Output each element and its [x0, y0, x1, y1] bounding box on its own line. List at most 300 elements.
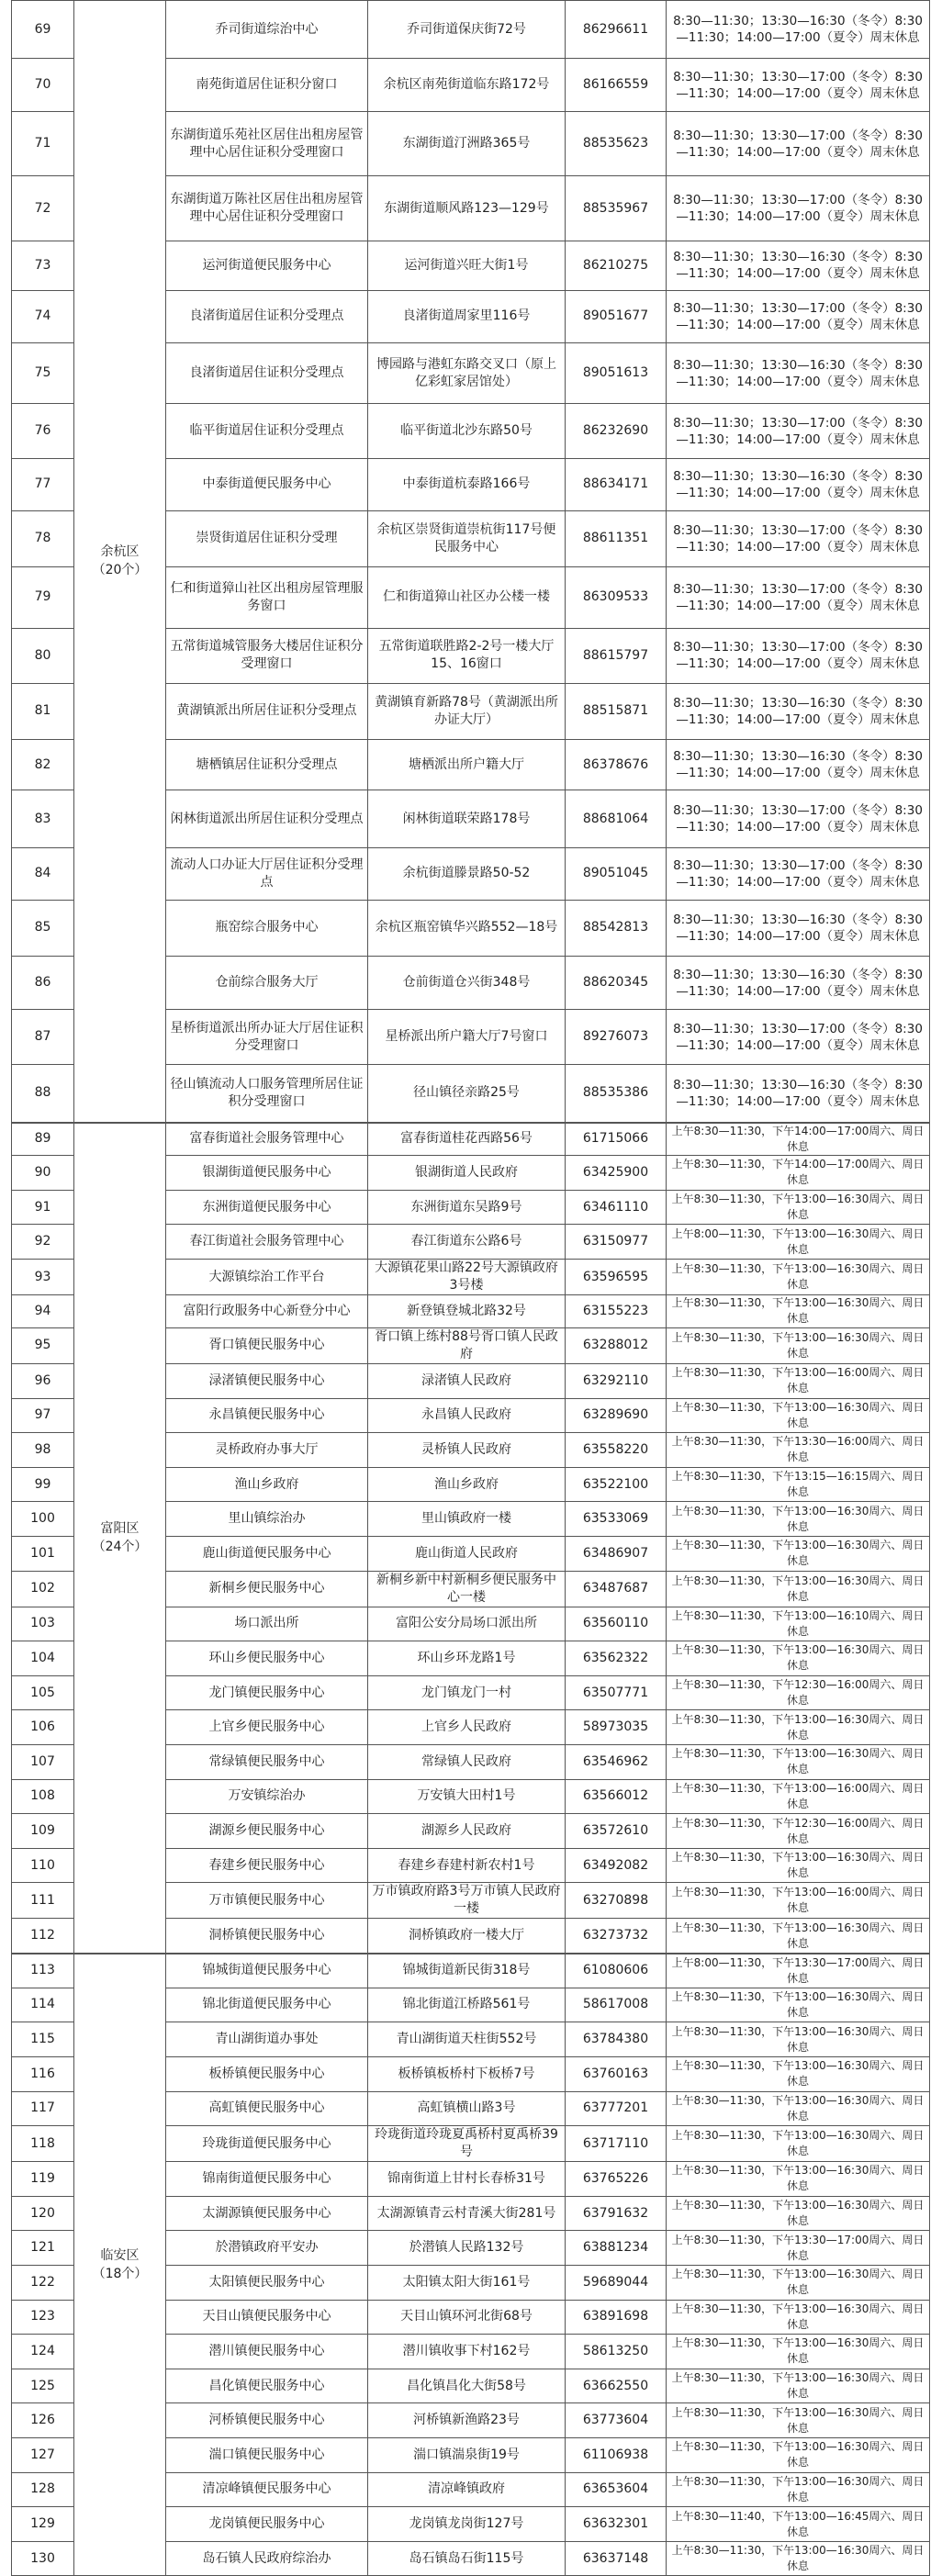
service-point-hours: 上午8:30—11:30，下午13:00—16:30周六、周日休息 [667, 1398, 930, 1433]
row-number: 80 [12, 628, 74, 683]
service-point-name: 岛石镇人民政府综治办 [166, 2541, 368, 2576]
row-number: 93 [12, 1260, 74, 1295]
row-number: 83 [12, 790, 74, 847]
service-point-name: 於潜镇政府平安办 [166, 2231, 368, 2266]
service-point-hours: 上午8:30—11:30，下午13:00—16:30周六、周日休息 [667, 2091, 930, 2126]
row-number: 102 [12, 1571, 74, 1607]
service-point-phone: 63891698 [566, 2300, 667, 2335]
row-number: 125 [12, 2369, 74, 2403]
service-point-hours: 上午8:30—11:30，下午13:00—16:30周六、周日休息 [667, 1190, 930, 1225]
service-point-address: 锦城街道新民街318号 [368, 1954, 566, 1988]
service-point-address: 永昌镇人民政府 [368, 1398, 566, 1433]
service-point-name: 径山镇流动人口服务管理所居住证积分受理窗口 [166, 1065, 368, 1123]
service-point-name: 锦南街道便民服务中心 [166, 2162, 368, 2197]
service-point-hours: 上午8:30—11:30，下午13:00—16:30周六、周日休息 [667, 1848, 930, 1883]
row-number: 84 [12, 848, 74, 900]
service-point-name: 中泰街道便民服务中心 [166, 459, 368, 510]
service-point-address: 常绿镇人民政府 [368, 1745, 566, 1780]
row-number: 112 [12, 1919, 74, 1954]
service-point-hours: 上午8:30—11:30，下午13:00—16:30周六、周日休息 [667, 2196, 930, 2231]
service-point-address: 乔司街道保庆街72号 [368, 1, 566, 59]
service-point-hours: 上午8:30—11:30，下午13:00—16:30周六、周日休息 [667, 2056, 930, 2091]
row-number: 108 [12, 1779, 74, 1814]
row-number: 115 [12, 2022, 74, 2057]
service-point-phone: 89051045 [566, 848, 667, 900]
service-point-phone: 63270898 [566, 1883, 667, 1919]
service-point-hours: 上午8:30—11:30，下午13:00—16:00周六、周日休息 [667, 1779, 930, 1814]
service-point-phone: 86166559 [566, 59, 667, 112]
service-point-address: 天目山镇环河北街68号 [368, 2300, 566, 2335]
service-point-name: 洞桥镇便民服务中心 [166, 1919, 368, 1954]
district-count: （24个） [92, 1540, 148, 1555]
row-number: 106 [12, 1710, 74, 1745]
service-point-address: 鹿山街道人民政府 [368, 1536, 566, 1571]
service-point-address: 黄湖镇育新路78号（黄湖派出所办证大厅） [368, 683, 566, 740]
row-number: 118 [12, 2126, 74, 2162]
service-point-name: 湖源乡便民服务中心 [166, 1814, 368, 1849]
service-point-hours: 8:30—11:30；13:30—17:00（冬令）8:30—11:30；14:00—17:00（夏令）周末休息 [667, 112, 930, 176]
service-point-address: 春江街道东公路6号 [368, 1225, 566, 1260]
service-point-phone: 63596595 [566, 1260, 667, 1295]
service-point-address: 渔山乡政府 [368, 1467, 566, 1502]
service-point-phone: 89051613 [566, 342, 667, 404]
service-point-hours: 上午8:30—11:30，下午13:00—16:30周六、周日休息 [667, 2022, 930, 2057]
service-point-phone: 58617008 [566, 1988, 667, 2022]
row-number: 87 [12, 1010, 74, 1065]
row-number: 126 [12, 2403, 74, 2438]
service-point-hours: 上午8:30—11:40，下午13:00—16:45周六、周日休息 [667, 2507, 930, 2542]
service-point-name: 春江街道社会服务管理中心 [166, 1225, 368, 1260]
service-point-address: 锦北街道江桥路561号 [368, 1988, 566, 2022]
service-point-address: 余杭区崇贤街道崇杭街117号便民服务中心 [368, 510, 566, 567]
service-point-address: 富阳公安分局场口派出所 [368, 1607, 566, 1641]
service-point-address: 闲林街道联荣路178号 [368, 790, 566, 847]
service-point-hours: 上午8:30—11:30，下午13:00—16:30周六、周日休息 [667, 2265, 930, 2300]
service-point-name: 太阳镇便民服务中心 [166, 2265, 368, 2300]
service-point-address: 富春街道桂花西路56号 [368, 1123, 566, 1156]
service-point-hours: 上午8:30—11:30，下午13:00—16:30周六、周日休息 [667, 1710, 930, 1745]
service-point-address: 运河街道兴旺大街1号 [368, 241, 566, 291]
service-point-name: 春建乡便民服务中心 [166, 1848, 368, 1883]
service-point-name: 崇贤街道居住证积分受理 [166, 510, 368, 567]
row-number: 124 [12, 2335, 74, 2369]
service-point-name: 锦城街道便民服务中心 [166, 1954, 368, 1988]
service-point-phone: 63572610 [566, 1814, 667, 1849]
row-number: 104 [12, 1641, 74, 1676]
table-row [12, 1123, 930, 1156]
service-point-phone: 63632301 [566, 2507, 667, 2542]
service-point-hours: 上午8:30—11:30，下午13:00—16:30周六、周日休息 [667, 2472, 930, 2507]
service-point-name: 潜川镇便民服务中心 [166, 2335, 368, 2369]
service-point-name: 板桥镇便民服务中心 [166, 2056, 368, 2091]
service-point-address: 中泰街道杭泰路166号 [368, 459, 566, 510]
service-point-address: 环山乡环龙路1号 [368, 1641, 566, 1676]
service-point-phone: 63881234 [566, 2231, 667, 2266]
service-point-hours: 上午8:30—11:30，下午13:00—16:30周六、周日休息 [667, 2369, 930, 2403]
row-number: 79 [12, 567, 74, 629]
row-number: 109 [12, 1814, 74, 1849]
service-point-hours: 上午8:30—11:30，下午13:00—16:30周六、周日休息 [667, 1295, 930, 1328]
service-point-phone: 63289690 [566, 1398, 667, 1433]
service-point-phone: 86378676 [566, 740, 667, 790]
district-count: （18个） [92, 2266, 148, 2281]
service-point-address: 锦南街道上甘村长春桥31号 [368, 2162, 566, 2197]
row-number: 119 [12, 2162, 74, 2197]
service-point-address: 良渚街道周家里116号 [368, 291, 566, 342]
row-number: 129 [12, 2507, 74, 2542]
service-point-name: 东洲街道便民服务中心 [166, 1190, 368, 1225]
service-point-name: 乔司街道综治中心 [166, 1, 368, 59]
service-point-phone: 63425900 [566, 1156, 667, 1191]
service-point-hours: 8:30—11:30；13:30—16:30（冬令）8:30—11:30；14:00—17:00（夏令）周末休息 [667, 459, 930, 510]
service-point-phone: 88515871 [566, 683, 667, 740]
service-point-address: 板桥镇板桥村下板桥7号 [368, 2056, 566, 2091]
service-point-name: 新桐乡便民服务中心 [166, 1571, 368, 1607]
service-point-phone: 61715066 [566, 1123, 667, 1156]
service-point-address: 余杭区南苑街道临东路172号 [368, 59, 566, 112]
service-point-name: 黄湖镇派出所居住证积分受理点 [166, 683, 368, 740]
service-point-name: 龙门镇便民服务中心 [166, 1675, 368, 1710]
service-point-hours: 8:30—11:30；13:30—16:30（冬令）8:30—11:30；14:00—17:00（夏令）周末休息 [667, 740, 930, 790]
service-point-hours: 上午8:30—11:30，下午13:00—16:30周六、周日休息 [667, 1571, 930, 1607]
row-number: 89 [12, 1123, 74, 1156]
service-point-phone: 88535386 [566, 1065, 667, 1123]
service-point-hours: 上午8:30—11:30，下午13:00—16:30周六、周日休息 [667, 1327, 930, 1363]
service-point-hours: 上午8:30—11:30，下午13:00—16:30周六、周日休息 [667, 2437, 930, 2472]
service-point-name: 流动人口办证大厅居住证积分受理点 [166, 848, 368, 900]
service-point-address: 青山湖街道天柱街552号 [368, 2022, 566, 2057]
service-point-phone: 63533069 [566, 1502, 667, 1537]
service-point-hours: 上午8:00—11:30，下午13:30—17:00周六、周日休息 [667, 1954, 930, 1988]
row-number: 107 [12, 1745, 74, 1780]
service-point-hours: 上午8:30—11:30，下午13:30—16:00周六、周日休息 [667, 1433, 930, 1468]
service-point-hours: 8:30—11:30；13:30—16:30（冬令）8:30—11:30；14:00—17:00（夏令）周末休息 [667, 683, 930, 740]
service-point-address: 太湖源镇青云村青溪大街281号 [368, 2196, 566, 2231]
service-point-phone: 86309533 [566, 567, 667, 629]
service-point-phone: 88634171 [566, 459, 667, 510]
service-point-phone: 63637148 [566, 2541, 667, 2576]
service-point-hours: 8:30—11:30；13:30—16:30（冬令）8:30—11:30；14:00—17:00（夏令）周末休息 [667, 1065, 930, 1123]
service-point-phone: 63784380 [566, 2022, 667, 2057]
row-number: 122 [12, 2265, 74, 2300]
service-point-hours: 上午8:30—11:30，下午13:00—16:30周六、周日休息 [667, 1919, 930, 1954]
service-point-phone: 63717110 [566, 2126, 667, 2162]
service-point-hours: 8:30—11:30；13:30—16:30（冬令）8:30—11:30；14:00—17:00（夏令）周末休息 [667, 1, 930, 59]
service-point-hours: 8:30—11:30；13:30—17:00（冬令）8:30—11:30；14:00—17:00（夏令）周末休息 [667, 848, 930, 900]
service-point-phone: 88535967 [566, 176, 667, 241]
service-point-name: 东湖街道乐苑社区居住出租房屋管理中心居住证积分受理窗口 [166, 112, 368, 176]
service-point-name: 仁和街道獐山社区出租房屋管理服务窗口 [166, 567, 368, 629]
row-number: 91 [12, 1190, 74, 1225]
service-point-hours: 8:30—11:30；13:30—17:00（冬令）8:30—11:30；14:00—17:00（夏令）周末休息 [667, 404, 930, 459]
service-point-name: 万安镇综治办 [166, 1779, 368, 1814]
row-number: 69 [12, 1, 74, 59]
row-number: 86 [12, 957, 74, 1010]
row-number: 116 [12, 2056, 74, 2091]
service-point-address: 龙岗镇龙岗街127号 [368, 2507, 566, 2542]
service-point-name: 环山乡便民服务中心 [166, 1641, 368, 1676]
service-point-phone: 63773604 [566, 2403, 667, 2438]
service-point-hours: 上午8:30—11:30，下午13:00—16:30周六、周日休息 [667, 2126, 930, 2162]
service-point-phone: 89051677 [566, 291, 667, 342]
row-number: 85 [12, 900, 74, 957]
table-row [12, 1954, 930, 1988]
district-name: 临安区 [100, 2247, 140, 2263]
row-number: 76 [12, 404, 74, 459]
service-point-name: 灵桥政府办事大厅 [166, 1433, 368, 1468]
service-point-address: 胥口镇上练村88号胥口镇人民政府 [368, 1327, 566, 1363]
service-point-address: 灵桥镇人民政府 [368, 1433, 566, 1468]
service-point-hours: 8:30—11:30；13:30—17:00（冬令）8:30—11:30；14:00—17:00（夏令）周末休息 [667, 1010, 930, 1065]
row-number: 111 [12, 1883, 74, 1919]
service-point-address: 上官乡人民政府 [368, 1710, 566, 1745]
service-point-phone: 63777201 [566, 2091, 667, 2126]
row-number: 101 [12, 1536, 74, 1571]
service-point-name: 太湖源镇便民服务中心 [166, 2196, 368, 2231]
service-point-phone: 63150977 [566, 1225, 667, 1260]
service-point-name: 南苑街道居住证积分窗口 [166, 59, 368, 112]
service-point-phone: 63507771 [566, 1675, 667, 1710]
service-point-phone: 63288012 [566, 1327, 667, 1363]
service-point-phone: 88535623 [566, 112, 667, 176]
row-number: 90 [12, 1156, 74, 1191]
row-number: 100 [12, 1502, 74, 1537]
row-number: 120 [12, 2196, 74, 2231]
service-point-address: 星桥派出所户籍大厅7号窗口 [368, 1010, 566, 1065]
service-point-hours: 上午8:30—11:30，下午13:00—16:00周六、周日休息 [667, 1363, 930, 1398]
service-point-hours: 上午8:30—11:30，下午13:00—16:30周六、周日休息 [667, 2162, 930, 2197]
service-point-hours: 8:30—11:30；13:30—16:30（冬令）8:30—11:30；14:00—17:00（夏令）周末休息 [667, 241, 930, 291]
service-point-phone: 63461110 [566, 1190, 667, 1225]
service-point-phone: 63760163 [566, 2056, 667, 2091]
service-point-hours: 8:30—11:30；13:30—17:00（冬令）8:30—11:30；14:00—17:00（夏令）周末休息 [667, 628, 930, 683]
service-points-table [11, 0, 930, 2576]
service-point-address: 河桥镇新渔路23号 [368, 2403, 566, 2438]
service-point-address: 径山镇径亲路25号 [368, 1065, 566, 1123]
district-cell [74, 1123, 166, 1954]
service-point-hours: 8:30—11:30；13:30—16:30（冬令）8:30—11:30；14:00—17:00（夏令）周末休息 [667, 957, 930, 1010]
service-point-hours: 8:30—11:30；13:30—17:00（冬令）8:30—11:30；14:00—17:00（夏令）周末休息 [667, 790, 930, 847]
service-point-hours: 8:30—11:30；13:30—17:00（冬令）8:30—11:30；14:00—17:00（夏令）周末休息 [667, 567, 930, 629]
service-point-phone: 63662550 [566, 2369, 667, 2403]
service-point-address: 高虹镇横山路3号 [368, 2091, 566, 2126]
row-number: 95 [12, 1327, 74, 1363]
service-point-name: 万市镇便民服务中心 [166, 1883, 368, 1919]
service-point-hours: 上午8:30—11:30，下午13:00—16:30周六、周日休息 [667, 1745, 930, 1780]
service-point-hours: 8:30—11:30；13:30—17:00（冬令）8:30—11:30；14:00—17:00（夏令）周末休息 [667, 291, 930, 342]
service-point-name: 永昌镇便民服务中心 [166, 1398, 368, 1433]
row-number: 73 [12, 241, 74, 291]
service-point-phone: 63562322 [566, 1641, 667, 1676]
service-point-hours: 上午8:30—11:30，下午12:30—16:00周六、周日休息 [667, 1814, 930, 1849]
service-point-hours: 8:30—11:30；13:30—16:30（冬令）8:30—11:30；14:00—17:00（夏令）周末休息 [667, 900, 930, 957]
row-number: 128 [12, 2472, 74, 2507]
service-point-phone: 89276073 [566, 1010, 667, 1065]
row-number: 105 [12, 1675, 74, 1710]
service-point-address: 龙门镇龙门一村 [368, 1675, 566, 1710]
service-point-address: 东洲街道东吴路9号 [368, 1190, 566, 1225]
service-point-phone: 63492082 [566, 1848, 667, 1883]
row-number: 123 [12, 2300, 74, 2335]
service-point-phone: 63292110 [566, 1363, 667, 1398]
service-point-name: 富阳行政服务中心新登分中心 [166, 1295, 368, 1328]
service-point-address: 昌化镇昌化大街58号 [368, 2369, 566, 2403]
service-point-phone: 88620345 [566, 957, 667, 1010]
service-point-name: 常绿镇便民服务中心 [166, 1745, 368, 1780]
service-point-phone: 63560110 [566, 1607, 667, 1641]
service-point-phone: 88615797 [566, 628, 667, 683]
service-point-name: 清凉峰镇便民服务中心 [166, 2472, 368, 2507]
service-point-phone: 63653604 [566, 2472, 667, 2507]
service-point-address: 仓前街道仓兴街348号 [368, 957, 566, 1010]
service-point-address: 塘栖派出所户籍大厅 [368, 740, 566, 790]
service-point-phone: 88611351 [566, 510, 667, 567]
service-point-name: 渌渚镇便民服务中心 [166, 1363, 368, 1398]
service-point-name: 仓前综合服务大厅 [166, 957, 368, 1010]
row-number: 96 [12, 1363, 74, 1398]
table-row [12, 1, 930, 59]
service-point-address: 东湖街道汀洲路365号 [368, 112, 566, 176]
service-point-hours: 8:30—11:30；13:30—17:00（冬令）8:30—11:30；14:00—17:00（夏令）周末休息 [667, 510, 930, 567]
service-point-name: 场口派出所 [166, 1607, 368, 1641]
service-point-address: 里山镇政府一楼 [368, 1502, 566, 1537]
row-number: 97 [12, 1398, 74, 1433]
service-point-name: 塘栖镇居住证积分受理点 [166, 740, 368, 790]
service-point-address: 春建乡春建村新农村1号 [368, 1848, 566, 1883]
district-name: 余杭区 [100, 544, 140, 560]
service-point-name: 富春街道社会服务管理中心 [166, 1123, 368, 1156]
service-point-phone: 86296611 [566, 1, 667, 59]
service-point-hours: 上午8:30—11:30，下午12:30—16:00周六、周日休息 [667, 1675, 930, 1710]
service-point-phone: 63486907 [566, 1536, 667, 1571]
row-number: 82 [12, 740, 74, 790]
service-point-address: 潜川镇收事下村162号 [368, 2335, 566, 2369]
district-count: （20个） [92, 563, 148, 578]
service-point-name: 河桥镇便民服务中心 [166, 2403, 368, 2438]
row-number: 99 [12, 1467, 74, 1502]
service-point-name: 东湖街道万陈社区居住出租房屋管理中心居住证积分受理窗口 [166, 176, 368, 241]
service-point-name: 天目山镇便民服务中心 [166, 2300, 368, 2335]
service-point-phone: 63791632 [566, 2196, 667, 2231]
row-number: 127 [12, 2437, 74, 2472]
service-point-address: 玲珑街道玲珑夏禹桥村夏禹桥39号 [368, 2126, 566, 2162]
row-number: 117 [12, 2091, 74, 2126]
service-point-name: 银湖街道便民服务中心 [166, 1156, 368, 1191]
row-number: 75 [12, 342, 74, 404]
row-number: 88 [12, 1065, 74, 1123]
service-point-address: 湍口镇湍泉街19号 [368, 2437, 566, 2472]
service-point-hours: 8:30—11:30；13:30—16:30（冬令）8:30—11:30；14:00—17:00（夏令）周末休息 [667, 342, 930, 404]
service-point-phone: 63566012 [566, 1779, 667, 1814]
service-point-address: 博园路与港虹东路交叉口（原上亿彩虹家居馆处） [368, 342, 566, 404]
row-number: 71 [12, 112, 74, 176]
service-point-name: 闲林街道派出所居住证积分受理点 [166, 790, 368, 847]
row-number: 74 [12, 291, 74, 342]
service-point-hours: 上午8:30—11:30，下午14:00—17:00周六、周日休息 [667, 1156, 930, 1191]
service-point-address: 渌渚镇人民政府 [368, 1363, 566, 1398]
service-point-name: 临平街道居住证积分受理点 [166, 404, 368, 459]
service-point-phone: 63546962 [566, 1745, 667, 1780]
service-point-phone: 63522100 [566, 1467, 667, 1502]
row-number: 121 [12, 2231, 74, 2266]
service-point-phone: 88681064 [566, 790, 667, 847]
document-page [11, 0, 929, 2573]
row-number: 72 [12, 176, 74, 241]
service-point-name: 星桥街道派出所办证大厅居住证积分受理窗口 [166, 1010, 368, 1065]
service-point-address: 东湖街道顺风路123—129号 [368, 176, 566, 241]
row-number: 70 [12, 59, 74, 112]
service-point-name: 上官乡便民服务中心 [166, 1710, 368, 1745]
service-point-name: 高虹镇便民服务中心 [166, 2091, 368, 2126]
service-point-name: 大源镇综治工作平台 [166, 1260, 368, 1295]
row-number: 94 [12, 1295, 74, 1328]
row-number: 110 [12, 1848, 74, 1883]
service-point-hours: 上午8:30—11:30，下午13:00—16:30周六、周日休息 [667, 1536, 930, 1571]
service-point-address: 五常街道联胜路2-2号一楼大厅15、16窗口 [368, 628, 566, 683]
service-point-hours: 上午8:30—11:30，下午13:00—16:30周六、周日休息 [667, 2335, 930, 2369]
service-point-hours: 8:30—11:30；13:30—17:00（冬令）8:30—11:30；14:00—17:00（夏令）周末休息 [667, 176, 930, 241]
service-point-phone: 86210275 [566, 241, 667, 291]
service-point-address: 清凉峰镇政府 [368, 2472, 566, 2507]
service-point-address: 新登镇登城北路32号 [368, 1295, 566, 1328]
service-point-name: 玲珑街道便民服务中心 [166, 2126, 368, 2162]
service-point-address: 仁和街道獐山社区办公楼一楼 [368, 567, 566, 629]
service-point-name: 锦北街道便民服务中心 [166, 1988, 368, 2022]
service-point-address: 银湖街道人民政府 [368, 1156, 566, 1191]
service-point-phone: 63155223 [566, 1295, 667, 1328]
service-point-address: 湖源乡人民政府 [368, 1814, 566, 1849]
service-point-address: 万安镇大田村1号 [368, 1779, 566, 1814]
service-point-hours: 上午8:30—11:30，下午13:15—16:15周六、周日休息 [667, 1467, 930, 1502]
service-point-phone: 61106938 [566, 2437, 667, 2472]
service-point-phone: 86232690 [566, 404, 667, 459]
service-point-phone: 63558220 [566, 1433, 667, 1468]
service-point-phone: 59689044 [566, 2265, 667, 2300]
service-point-hours: 上午8:30—11:30，下午13:00—16:00周六、周日休息 [667, 1883, 930, 1919]
service-point-phone: 58613250 [566, 2335, 667, 2369]
service-point-address: 新桐乡新中村新桐乡便民服务中心一楼 [368, 1571, 566, 1607]
service-point-address: 余杭街道滕景路50-52 [368, 848, 566, 900]
service-point-hours: 上午8:30—11:30，下午13:00—16:30周六、周日休息 [667, 1502, 930, 1537]
service-point-hours: 上午8:30—11:30，下午13:00—16:30周六、周日休息 [667, 2541, 930, 2576]
service-point-hours: 上午8:30—11:30，下午13:00—16:30周六、周日休息 [667, 1988, 930, 2022]
row-number: 92 [12, 1225, 74, 1260]
service-point-address: 大源镇花果山路22号大源镇政府3号楼 [368, 1260, 566, 1295]
service-point-address: 太阳镇太阳大街161号 [368, 2265, 566, 2300]
service-point-phone: 63273732 [566, 1919, 667, 1954]
service-point-name: 胥口镇便民服务中心 [166, 1327, 368, 1363]
service-point-hours: 8:30—11:30；13:30—17:00（冬令）8:30—11:30；14:00—17:00（夏令）周末休息 [667, 59, 930, 112]
service-point-name: 渔山乡政府 [166, 1467, 368, 1502]
district-name: 富阳区 [100, 1521, 140, 1537]
service-point-name: 瓶窑综合服务中心 [166, 900, 368, 957]
service-point-phone: 58973035 [566, 1710, 667, 1745]
row-number: 77 [12, 459, 74, 510]
row-number: 130 [12, 2541, 74, 2576]
service-point-hours: 上午8:30—11:30，下午13:00—16:30周六、周日休息 [667, 2403, 930, 2438]
service-point-address: 於潜镇人民路132号 [368, 2231, 566, 2266]
service-point-address: 余杭区瓶窑镇华兴路552—18号 [368, 900, 566, 957]
service-point-name: 鹿山街道便民服务中心 [166, 1536, 368, 1571]
service-point-name: 青山湖街道办事处 [166, 2022, 368, 2057]
service-point-phone: 63765226 [566, 2162, 667, 2197]
service-point-address: 万市镇政府路3号万市镇人民政府一楼 [368, 1883, 566, 1919]
service-point-name: 良渚街道居住证积分受理点 [166, 291, 368, 342]
service-point-hours: 上午8:30—11:30，下午13:00—16:30周六、周日休息 [667, 1641, 930, 1676]
service-point-name: 龙岗镇便民服务中心 [166, 2507, 368, 2542]
service-point-name: 良渚街道居住证积分受理点 [166, 342, 368, 404]
row-number: 78 [12, 510, 74, 567]
